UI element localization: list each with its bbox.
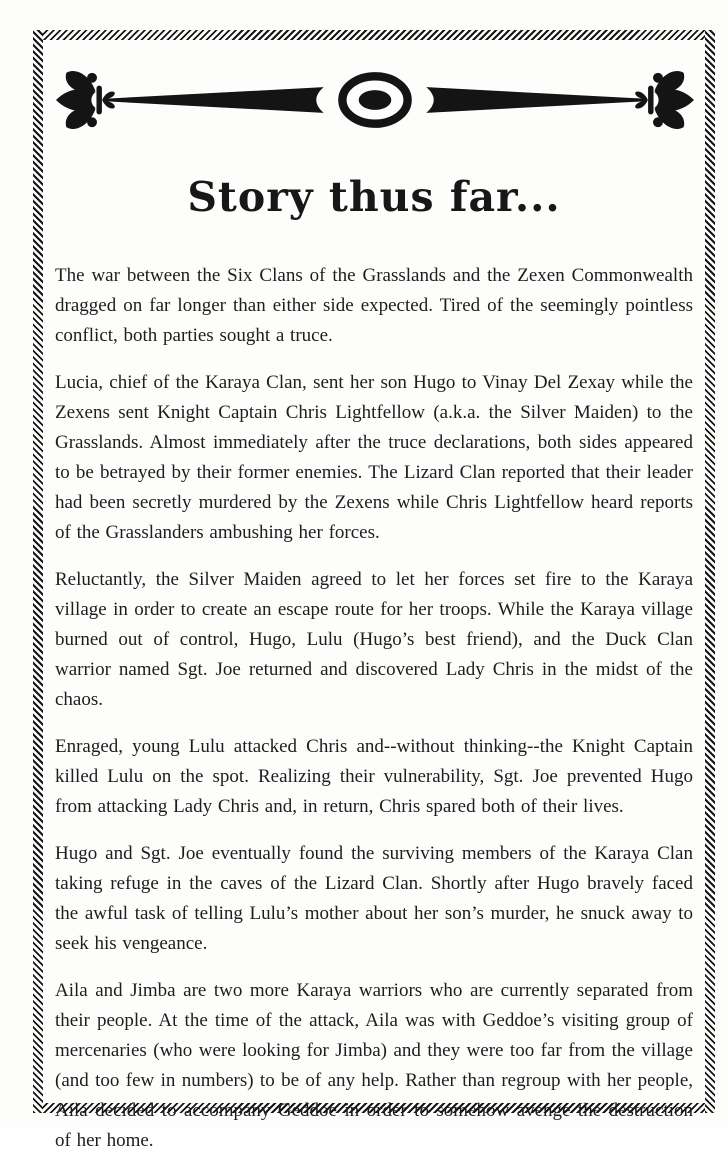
- page-border-top: [33, 30, 715, 40]
- page-border-right: [705, 30, 715, 1113]
- story-paragraph-3: Reluctantly, the Silver Maiden agreed to let her forces set fire to the Karaya village in order to create an escape route for her troops. While the Karaya village burned out of control, Hugo, Lulu (Hugo’s best friend), and the Duck Clan warrior named Sgt. Joe returned and discovered Lady Chris in the midst of the chaos.: [55, 569, 693, 710]
- divider-taper-left: [102, 87, 323, 113]
- story-paragraph-2: Lucia, chief of the Karaya Clan, sent her son Hugo to Vinay Del Zexay while the Zexens sent Knight Captain Chris Lightfellow (a.k.a. the Silver Maiden) to the Grasslands. Almost immediately after the truce declarations, both sides appeared to be betrayed by their former enemies. The Lizard Clan reported that their leader had been secretly murdered by the Zexens while Chris Lightfellow heard reports of the Grasslanders ambushing her forces.: [55, 372, 693, 543]
- story-paragraph-6: Aila and Jimba are two more Karaya warriors who are currently separated from their people. At the time of the attack, Aila was with Geddoe’s visiting group of mercenaries (who were looking for Jimba) and they were too far from the village (and too few in numbers) to be of any help. Rather than regroup with her people, Aila decided to accompany Geddoe in order to somehow avenge the destruction of her home.: [55, 980, 693, 1151]
- story-paragraph-1: The war between the Six Clans of the Grasslands and the Zexen Commonwealth dragged on far longer than either side expected. Tired of the seemingly pointless conflict, both parties sought a truce.: [55, 265, 693, 346]
- page-border-left: [33, 30, 43, 1113]
- story-paragraph-4: Enraged, young Lulu attacked Chris and--without thinking--the Knight Captain killed Lulu on the spot. Realizing their vulnerability, Sgt. Joe prevented Hugo from attacking Lady Chris and, in return, Chris spared both of their lives.: [55, 736, 693, 817]
- fleur-de-lis-right-icon: [426, 71, 694, 129]
- eye-ornament-icon: [342, 76, 407, 123]
- story-text: [55, 261, 693, 1156]
- decorative-divider: [55, 62, 695, 138]
- story-paragraph-5: Hugo and Sgt. Joe eventually found the surviving members of the Karaya Clan taking refuge in the caves of the Lizard Clan. Shortly after Hugo bravely faced the awful task of telling Lulu’s mother about her son’s murder, he snuck away to seek his vengeance.: [55, 843, 693, 954]
- page-title: Story thus far...: [187, 173, 561, 221]
- page-content: [55, 40, 693, 1173]
